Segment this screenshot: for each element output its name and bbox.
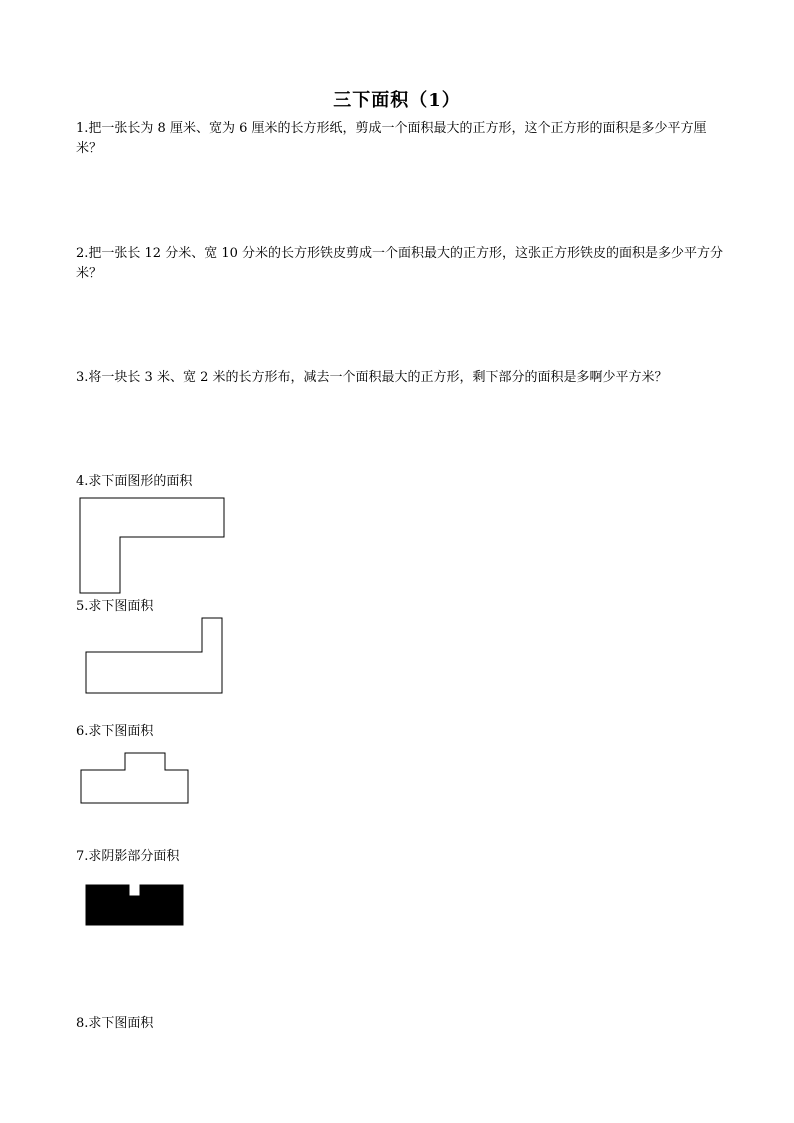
question-4: 4.求下面图形的面积	[76, 474, 193, 489]
question-8: 8.求下图面积	[76, 1016, 154, 1031]
question-6: 6.求下图面积	[76, 724, 154, 739]
question-2: 2.把一张长 12 分米、宽 10 分米的长方形铁皮剪成一个面积最大的正方形，这张正方形铁皮的面积是多少平方分米？	[76, 246, 724, 281]
question-7: 7.求阴影部分面积	[76, 849, 180, 864]
question-3: 3.将一块长 3 米、宽 2 米的长方形布，减去一个面积最大的正方形，剩下部分的面积是多啊少平方米？	[76, 370, 668, 385]
question-1: 1.把一张长为 8 厘米、宽为 6 厘米的长方形纸，剪成一个面积最大的正方形，这个正方形的面积是多少平方厘米？	[76, 121, 707, 156]
figure-7-shaded-shape	[86, 885, 183, 925]
figure-4-l-shape	[80, 498, 224, 593]
figure-5-l-shape	[86, 618, 222, 693]
question-5: 5.求下图面积	[76, 599, 154, 614]
page-title: 三下面积（1）	[333, 90, 461, 111]
figure-6-stepped-shape	[81, 753, 188, 803]
